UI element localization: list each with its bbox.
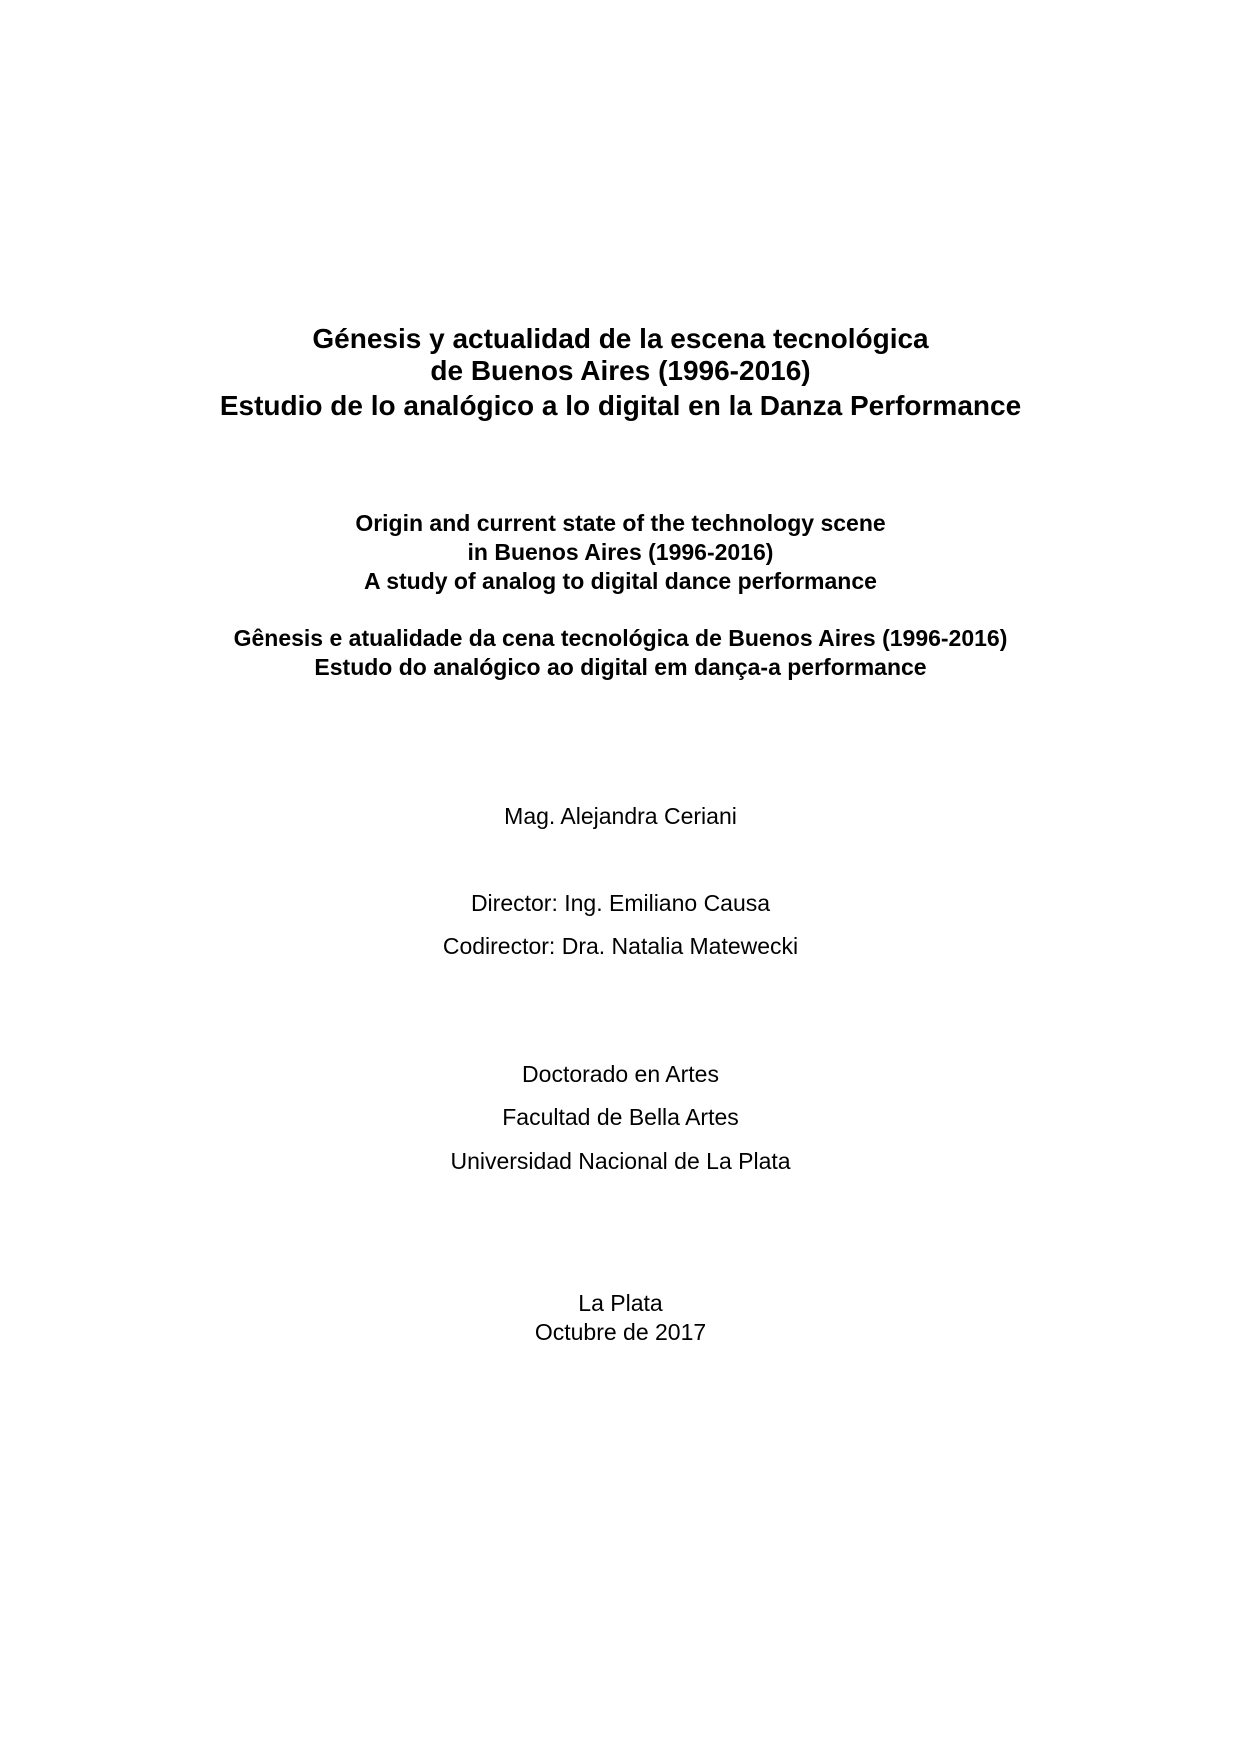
title-portuguese-line-1: Gênesis e atualidade da cena tecnológica de Buenos Aires (1996-2016) bbox=[233, 625, 1008, 651]
title-spanish-line-2: de Buenos Aires (1996-2016) bbox=[430, 355, 811, 386]
title-portuguese-line-2: Estudo do analógico ao digital em dança-a performance bbox=[314, 654, 927, 680]
title-english-line-3: A study of analog to digital dance performance bbox=[364, 568, 877, 594]
title-spanish-line-3: Estudio de lo analógico a lo digital en la Danza Performance bbox=[219, 390, 1022, 421]
university: Universidad Nacional de La Plata bbox=[450, 1148, 791, 1174]
title-english-line-1: Origin and current state of the technology scene bbox=[355, 510, 886, 536]
author: Mag. Alejandra Ceriani bbox=[504, 803, 737, 829]
title-spanish-line-1: Génesis y actualidad de la escena tecnológica bbox=[312, 323, 929, 354]
program: Doctorado en Artes bbox=[522, 1061, 719, 1087]
faculty: Facultad de Bella Artes bbox=[502, 1104, 739, 1130]
director: Director: Ing. Emiliano Causa bbox=[470, 890, 771, 916]
codirector: Codirector: Dra. Natalia Matewecki bbox=[442, 933, 799, 959]
date: Octubre de 2017 bbox=[534, 1319, 707, 1345]
place: La Plata bbox=[578, 1290, 663, 1316]
title-english-line-2: in Buenos Aires (1996-2016) bbox=[467, 539, 774, 565]
